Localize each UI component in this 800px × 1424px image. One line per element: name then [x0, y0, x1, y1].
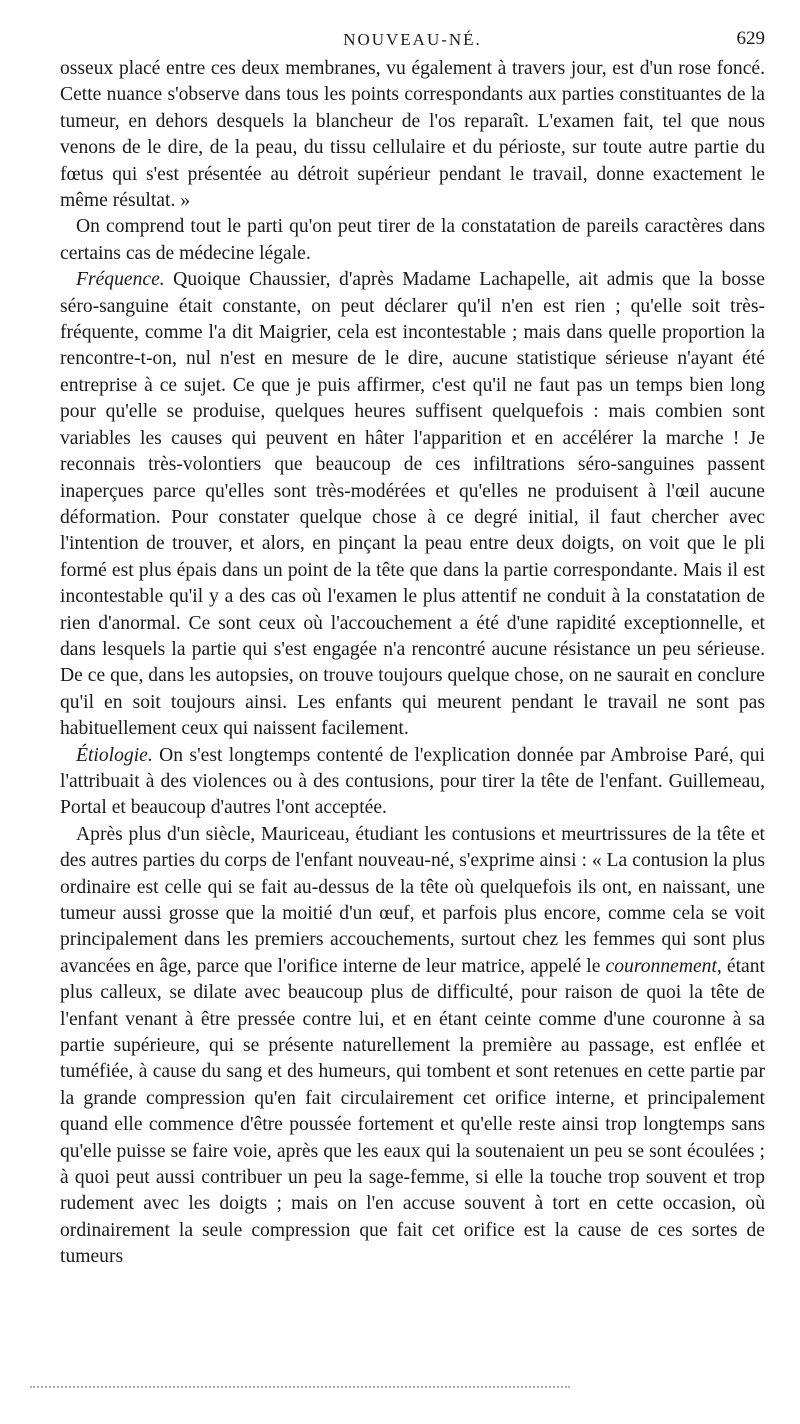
paragraph-frequence-text: Quoique Chaussier, d'après Madame Lachapelle, ait admis que la bosse séro-sanguine était constante, on peut déclarer qu'il n'en est rien ; qu'elle soit très-fréquente, comme l'a dit Maigrier, cela est incontestable ; mais dans quelle proportion la rencontre-t-on, nul n'est en mesure de le dire, aucune statistique sérieuse n'ayant été entreprise à ce sujet. Ce que je puis affirmer, c'est qu'il ne faut pas un temps bien long pour qu'elle se produise, quelques heures suffisent quelquefois : mais combien sont variables les causes qui peuvent en hâter l'apparition et en accélérer la marche ! Je reconnais très-volontiers que beaucoup de ces infiltrations séro-sanguines passent inaperçues parce qu'elles sont très-modérées et qu'elles ne produisent à l'œil aucune déformation. Pour constater quelque chose à ce degré initial, il faut chercher avec l'intention de trouver, et alors, en pinçant la peau entre deux doigts, on voit que le pli formé est plus épais dans un point de la tête que dans la partie correspondante. Mais il est incontestable qu'il y a des cas où l'examen le plus attentif ne conduit à la constatation de rien d'anormal. Ce sont ceux où l'accouchement a été d'une rapidité exceptionnelle, et dans lesquels la partie qui s'est engagée n'a rencontré aucune résistance un peu sérieuse. De ce que, dans les autopsies, on trouve toujours quelque chose, on ne saurait en conclure qu'il en soit toujours ainsi. Les enfants qui meurent pendant le travail ne sont pas habituellement ceux qui naissent facilement. — [60, 269, 765, 740]
term-couronnement: couronnement — [605, 955, 717, 977]
paragraph-etiologie — [60, 743, 765, 822]
page-number: 629 — [736, 28, 765, 49]
section-label-frequence: Fréquence. — [76, 269, 165, 291]
paragraph-continuation: osseux placé entre ces deux membranes, vu également à travers jour, est d'un rose foncé. Cette nuance s'observe dans tous les points correspondants aux parties constituantes de la tumeur, en dehors desquels la blancheur de l'os reparaît. L'examen fait, tel que nous venons de le dire, de la peau, du tissu cellulaire et du périoste, sur toute autre partie du fœtus qui s'est présentée au détroit supérieur pendant le travail, donne exactement le même résultat. » — [60, 58, 765, 212]
running-title: NOUVEAU-NÉ. — [343, 30, 482, 49]
body-text — [60, 56, 765, 1271]
paragraph-mauriceau-text-a: Après plus d'un siècle, Mauriceau, étudiant les contusions et meurtrissures de la tête et des autres parties du corps de l'enfant nouveau-né, s'exprime ainsi : « La contusion la plus ordinaire est celle qui se fait au-dessus de la tête où quelquefois ils ont, en naissant, une tumeur aussi grosse que la moitié d'un œuf, et parfois plus encore, comme cela se voit principalement dans les premiers accouchements, surtout chez les femmes qui sont plus avancées en âge, parce que l'orifice interne de leur matrice, appelé le — [60, 823, 765, 977]
paragraph-legal: On comprend tout le parti qu'on peut tirer de la constatation de pareils caractères dans certains cas de médecine légale. — [60, 216, 765, 264]
running-head — [60, 30, 765, 54]
paragraph-mauriceau-text-b: , étant plus calleux, se dilate avec beaucoup plus de difficulté, pour raison de quoi la tête de l'enfant venant à être pressée contre lui, et en étant ceinte comme d'une couronne à sa partie supérieure, qui se présente naturellement la première au passage, est enflée et tuméfiée, à cause du sang et des humeurs, qui tombent et sont retenues en cette partie par la grande compression qu'en fait circulairement cet orifice interne, et principalement quand elle commence d'être poussée fortement et qu'elle reste ainsi trop longtemps sans qu'elle puisse se faire voie, après que les eaux qui la soutenaient un peu se sont écoulées ; à quoi peut aussi contribuer un peu la sage-femme, si elle la touche trop souvent et trop rudement avec les doigts ; mais on l'en accuse souvent à tort en cette occasion, où ordinairement la seule compression que fait cet orifice est la cause de ces sortes de tumeurs — [60, 955, 765, 1268]
paragraph-etiologie-text: On s'est longtemps contenté de l'explication donnée par Ambroise Paré, qui l'attribuait à des violences ou à des contusions, pour tirer la tête de l'enfant. Guillemeau, Portal et beaucoup d'autres l'ont acceptée. — [60, 744, 765, 819]
section-label-etiologie: Étiologie. — [76, 744, 153, 766]
paragraph-frequence — [60, 267, 765, 742]
scan-bottom-dots — [30, 1386, 570, 1388]
paragraph-mauriceau — [60, 822, 765, 1271]
